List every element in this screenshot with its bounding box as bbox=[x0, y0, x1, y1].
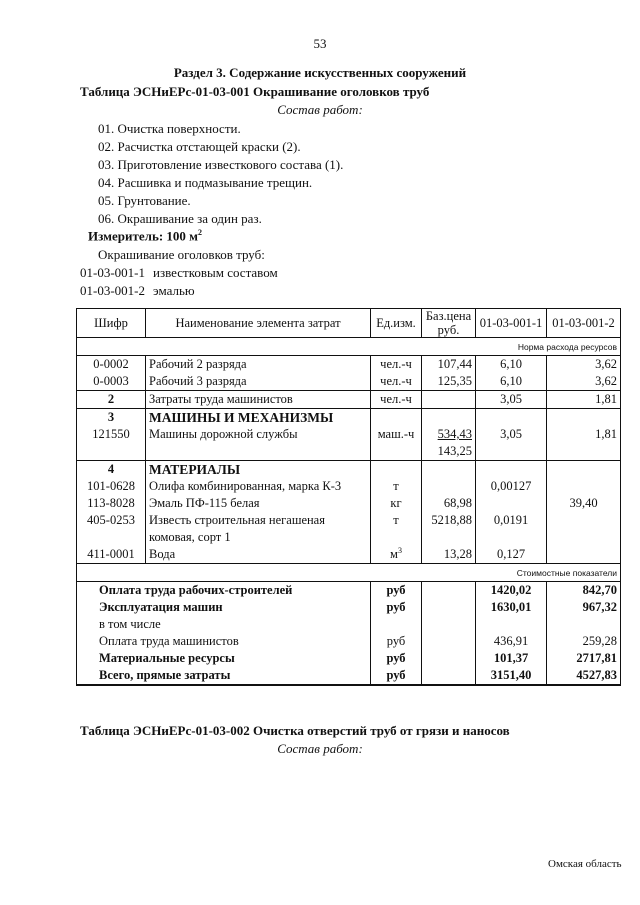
row-value-2 bbox=[547, 478, 621, 495]
group-code: 4 bbox=[77, 461, 146, 479]
row-value-1: 0,0191 bbox=[476, 512, 547, 529]
cost-name: Всего, прямые затраты bbox=[77, 667, 371, 685]
table-row bbox=[77, 478, 621, 495]
header-col2: 01-03-001-2 bbox=[547, 309, 621, 338]
cost-name: Материальные ресурсы bbox=[77, 650, 371, 667]
header-col1: 01-03-001-1 bbox=[476, 309, 547, 338]
cost-row bbox=[77, 633, 621, 650]
table-row bbox=[77, 546, 621, 564]
row-unit: чел.-ч bbox=[371, 356, 422, 374]
table-row bbox=[77, 391, 621, 409]
work-item: 04. Расшивка и подмазывание трещин. bbox=[98, 175, 313, 190]
cost-unit: руб bbox=[371, 667, 422, 685]
table-row bbox=[77, 495, 621, 512]
table-title: Таблица ЭСНиЕРс-01-03-001 Окрашивание оголовков труб bbox=[80, 84, 430, 99]
row-price: 5218,88 bbox=[422, 512, 476, 529]
row-unit: $м^3$ bbox=[371, 546, 422, 564]
row-price bbox=[422, 478, 476, 495]
row-price-secondary: 143,25 bbox=[422, 443, 476, 461]
header-price: Баз.цена руб. bbox=[422, 309, 476, 338]
work-item: 03. Приготовление известкового состава (1). bbox=[98, 157, 344, 172]
row-code: 0-0002 bbox=[77, 356, 146, 374]
row-name: Олифа комбинированная, марка К-3 bbox=[146, 478, 371, 495]
table-row bbox=[77, 512, 621, 529]
row-price: 125,35 bbox=[422, 373, 476, 391]
cost-value-1: 1420,02 bbox=[476, 582, 547, 600]
composition-label-2: Состав работ: bbox=[277, 741, 363, 756]
cost-value-1: 436,91 bbox=[476, 633, 547, 650]
resource-table bbox=[76, 308, 621, 686]
header-code: Шифр bbox=[77, 309, 146, 338]
table-row bbox=[77, 373, 621, 391]
row-value-1: 3,05 bbox=[476, 391, 547, 409]
variant-line: 01-03-001-1 известковым составом bbox=[80, 265, 278, 280]
row-name-continuation: комовая, сорт 1 bbox=[146, 529, 371, 546]
composition-label: Состав работ: bbox=[277, 102, 363, 117]
cost-note: Стоимостные показатели bbox=[77, 564, 621, 582]
cost-value-2: 259,28 bbox=[547, 633, 621, 650]
row-unit: т bbox=[371, 478, 422, 495]
group-name: МАТЕРИАЛЫ bbox=[146, 461, 371, 479]
row-price bbox=[422, 391, 476, 409]
table-header-row bbox=[77, 309, 621, 338]
row-unit: т bbox=[371, 512, 422, 529]
row-value-2: 3,62 bbox=[547, 356, 621, 374]
row-code: 113-8028 bbox=[77, 495, 146, 512]
row-name: Рабочий 3 разряда bbox=[146, 373, 371, 391]
row-price: 107,44 bbox=[422, 356, 476, 374]
cost-row bbox=[77, 599, 621, 616]
cost-name: Оплата труда рабочих-строителей bbox=[77, 582, 371, 600]
row-value-1: 0,00127 bbox=[476, 478, 547, 495]
variant-line: 01-03-001-2 эмалью bbox=[80, 283, 195, 298]
work-item: 05. Грунтование. bbox=[98, 193, 191, 208]
cost-row bbox=[77, 616, 621, 633]
cost-unit: руб bbox=[371, 650, 422, 667]
cost-value-1: 3151,40 bbox=[476, 667, 547, 685]
cost-unit: руб bbox=[371, 599, 422, 616]
row-price: 534,43 bbox=[422, 426, 476, 443]
row-price: 13,28 bbox=[422, 546, 476, 564]
table-title-2: Таблица ЭСНиЕРс-01-03-002 Очистка отверстий труб от грязи и наносов bbox=[80, 723, 510, 738]
row-price: 68,98 bbox=[422, 495, 476, 512]
table-row bbox=[77, 426, 621, 443]
cost-row bbox=[77, 650, 621, 667]
cost-note-row bbox=[77, 564, 621, 582]
row-value-2: 1,81 bbox=[547, 426, 621, 443]
row-value-1: 6,10 bbox=[476, 373, 547, 391]
footer-region: Омская область bbox=[548, 858, 622, 870]
row-unit: маш.-ч bbox=[371, 426, 422, 443]
row-code: 2 bbox=[77, 391, 146, 409]
table-row bbox=[77, 356, 621, 374]
row-value-2: 3,62 bbox=[547, 373, 621, 391]
row-value-1: 6,10 bbox=[476, 356, 547, 374]
table-row-continuation bbox=[77, 443, 621, 461]
norm-note-row bbox=[77, 338, 621, 356]
cost-value-2: 4527,83 bbox=[547, 667, 621, 685]
cost-value-1: 1630,01 bbox=[476, 599, 547, 616]
row-code: 405-0253 bbox=[77, 512, 146, 529]
work-item: 02. Расчистка отстающей краски (2). bbox=[98, 139, 301, 154]
table-row-continuation bbox=[77, 529, 621, 546]
row-unit: кг bbox=[371, 495, 422, 512]
measure-unit: Измеритель: 100 $м^2$ bbox=[88, 228, 203, 244]
cost-name: в том числе bbox=[77, 616, 371, 633]
cost-value-2: 967,32 bbox=[547, 599, 621, 616]
cost-name: Оплата труда машинистов bbox=[77, 633, 371, 650]
group-code: 3 bbox=[77, 409, 146, 427]
row-code: 0-0003 bbox=[77, 373, 146, 391]
row-value-1: 0,127 bbox=[476, 546, 547, 564]
row-name: Эмаль ПФ-115 белая bbox=[146, 495, 371, 512]
norm-note: Норма расхода ресурсов bbox=[77, 338, 621, 356]
row-code: 101-0628 bbox=[77, 478, 146, 495]
subject-line: Окрашивание оголовков труб: bbox=[98, 247, 265, 262]
header-name: Наименование элемента затрат bbox=[146, 309, 371, 338]
row-name: Известь строительная негашеная bbox=[146, 512, 371, 529]
row-unit: чел.-ч bbox=[371, 391, 422, 409]
group-row bbox=[77, 461, 621, 479]
cost-value-1: 101,37 bbox=[476, 650, 547, 667]
cost-unit: руб bbox=[371, 582, 422, 600]
work-item: 06. Окрашивание за один раз. bbox=[98, 211, 262, 226]
cost-row bbox=[77, 667, 621, 685]
row-value-2: 1,81 bbox=[547, 391, 621, 409]
cost-value-2: 842,70 bbox=[547, 582, 621, 600]
row-unit: чел.-ч bbox=[371, 373, 422, 391]
group-name: МАШИНЫ И МЕХАНИЗМЫ bbox=[146, 409, 371, 427]
row-code: 411-0001 bbox=[77, 546, 146, 564]
row-name: Затраты труда машинистов bbox=[146, 391, 371, 409]
row-name: Машины дорожной службы bbox=[146, 426, 371, 443]
page-number: 53 bbox=[313, 36, 327, 51]
section-title: Раздел 3. Содержание искусственных сооружений bbox=[173, 65, 467, 80]
header-unit: Ед.изм. bbox=[371, 309, 422, 338]
row-value-1: 3,05 bbox=[476, 426, 547, 443]
row-name: Вода bbox=[146, 546, 371, 564]
row-value-1 bbox=[476, 495, 547, 512]
group-row bbox=[77, 409, 621, 427]
cost-unit: руб bbox=[371, 633, 422, 650]
work-item: 01. Очистка поверхности. bbox=[98, 121, 241, 136]
cost-name: Эксплуатация машин bbox=[77, 599, 371, 616]
row-value-2: 39,40 bbox=[547, 495, 621, 512]
row-name: Рабочий 2 разряда bbox=[146, 356, 371, 374]
cost-value-2: 2717,81 bbox=[547, 650, 621, 667]
row-code: 121550 bbox=[77, 426, 146, 443]
cost-row bbox=[77, 582, 621, 600]
